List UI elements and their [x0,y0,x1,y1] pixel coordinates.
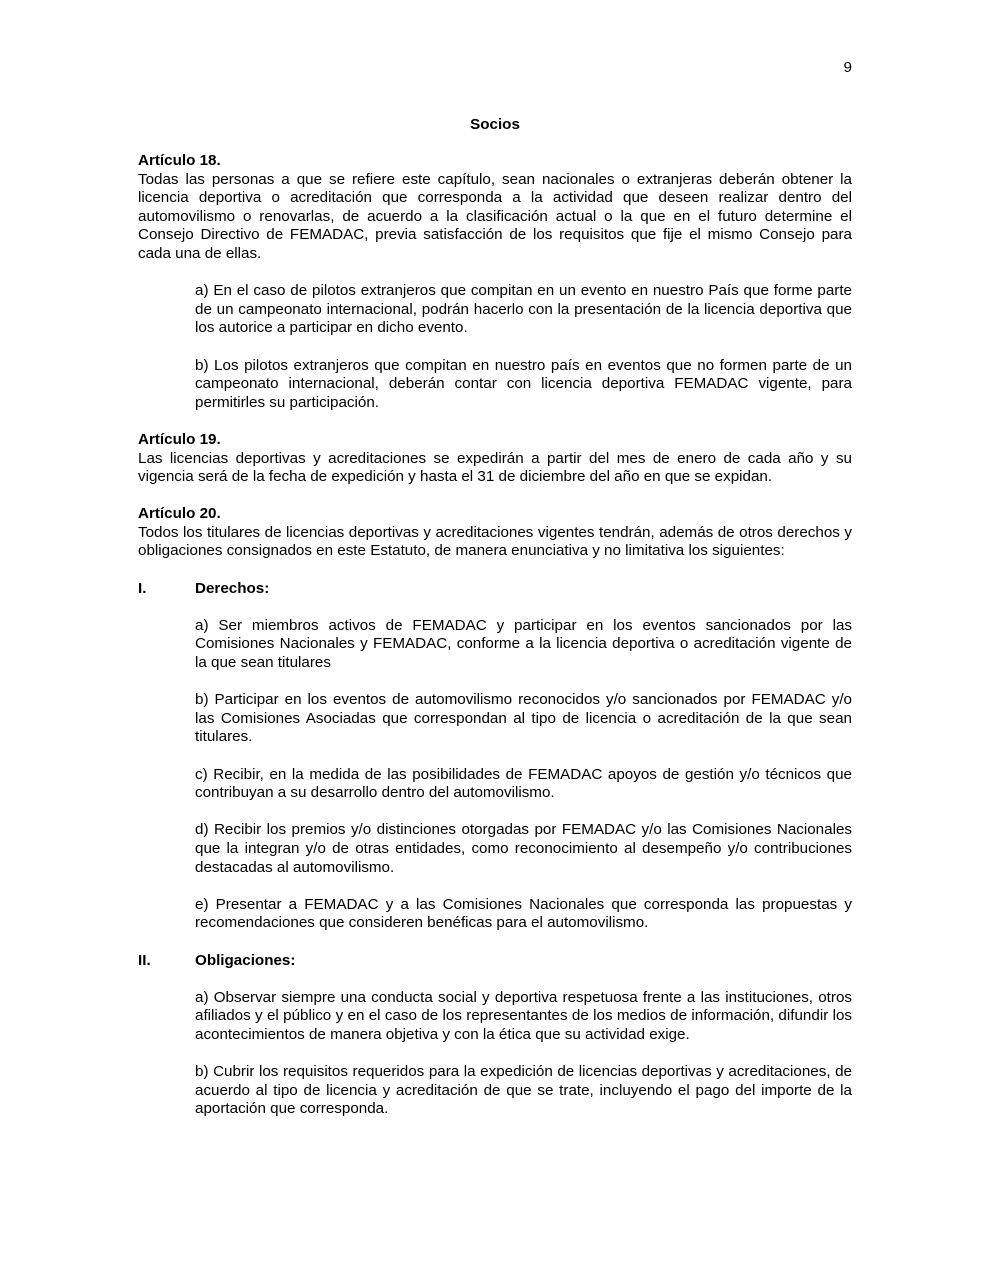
article-20-body: Todos los titulares de licencias deportivas y acreditaciones vigentes tendrán, además de otros derechos y obligaciones consignados en este Estatuto, de manera enunciativa y no limitativa los siguientes: [138,523,852,560]
derechos-item-e: e) Presentar a FEMADAC y a las Comisiones Nacionales que corresponda las propuestas y recomendaciones que consideren benéficas para el automovilismo. [195,895,852,932]
derechos-item-a: a) Ser miembros activos de FEMADAC y participar en los eventos sancionados por las Comisiones Nacionales y FEMADAC, conforme a la licencia deportiva o acreditación vigente de la que sean titulares [195,616,852,672]
obligaciones-label: Obligaciones: [195,951,296,969]
article-19-title: Artículo 19. [138,430,221,448]
derechos-item-c: c) Recibir, en la medida de las posibilidades de FEMADAC apoyos de gestión y/o técnicos que contribuyan a su desarrollo dentro del automovilismo. [195,765,852,802]
obligaciones-item-b: b) Cubrir los requisitos requeridos para la expedición de licencias deportivas y acreditaciones, de acuerdo al tipo de licencia y acreditación de que se trate, incluyendo el pago del importe de la aportación que corresponda. [195,1063,852,1118]
obligaciones-number: II. [138,951,151,969]
article-19-body: Las licencias deportivas y acreditaciones se expedirán a partir del mes de enero de cada año y su vigencia será de la fecha de expedición y hasta el 31 de diciembre del año en que se expidan. [138,449,852,486]
article-18-title: Artículo 18. [138,152,221,169]
page-number: 9 [843,59,852,76]
obligaciones-item-a: a) Observar siempre una conducta social y deportiva respetuosa frente a las instituciones, otros afiliados y el público y en el caso de los representantes de los medios de información, difundir los acontecimientos de manera objetiva y con la ética que su actividad exige. [195,988,852,1043]
derechos-heading [138,580,852,599]
derechos-number: I. [138,579,147,597]
section-title: Socios [470,116,520,133]
article-18-body: Todas las personas a que se refiere este capítulo, sean nacionales o extranjeras deberán obtener la licencia deportiva o acreditación que corresponda a la actividad que deseen realizar dentro del automovilismo o renovarlas, de acuerdo a la clasificación actual o la que en el futuro determine el Consejo Directivo de FEMADAC, previa satisfacción de los requisitos que fije el mismo Consejo para cada una de ellas. [138,170,852,262]
article-18-item-b: b) Los pilotos extranjeros que compitan en nuestro país en eventos que no formen parte de un campeonato internacional, deberán contar con licencia deportiva FEMADAC vigente, para permitirles su participación. [195,356,852,411]
derechos-item-b: b) Participar en los eventos de automovilismo reconocidos y/o sancionados por FEMADAC y/o las Comisiones Asociadas que correspondan al tipo de licencia o acreditación de la que sean titulares. [195,691,852,746]
article-18-item-a: a) En el caso de pilotos extranjeros que compitan en un evento en nuestro País que forme parte de un campeonato internacional, podrán hacerlo con la presentación de la licencia deportiva que los autorice a participar en dicho evento. [195,282,852,337]
document-body [138,152,852,1119]
obligaciones-heading [138,952,852,971]
article-20-title: Artículo 20. [138,505,221,523]
derechos-label: Derechos: [195,579,270,597]
derechos-item-d: d) Recibir los premios y/o distinciones otorgadas por FEMADAC y/o las Comisiones Nacionales que la integran y/o de otras entidades, como reconocimiento al desempeño y/o contribuciones destacadas al automovilismo. [195,821,852,876]
